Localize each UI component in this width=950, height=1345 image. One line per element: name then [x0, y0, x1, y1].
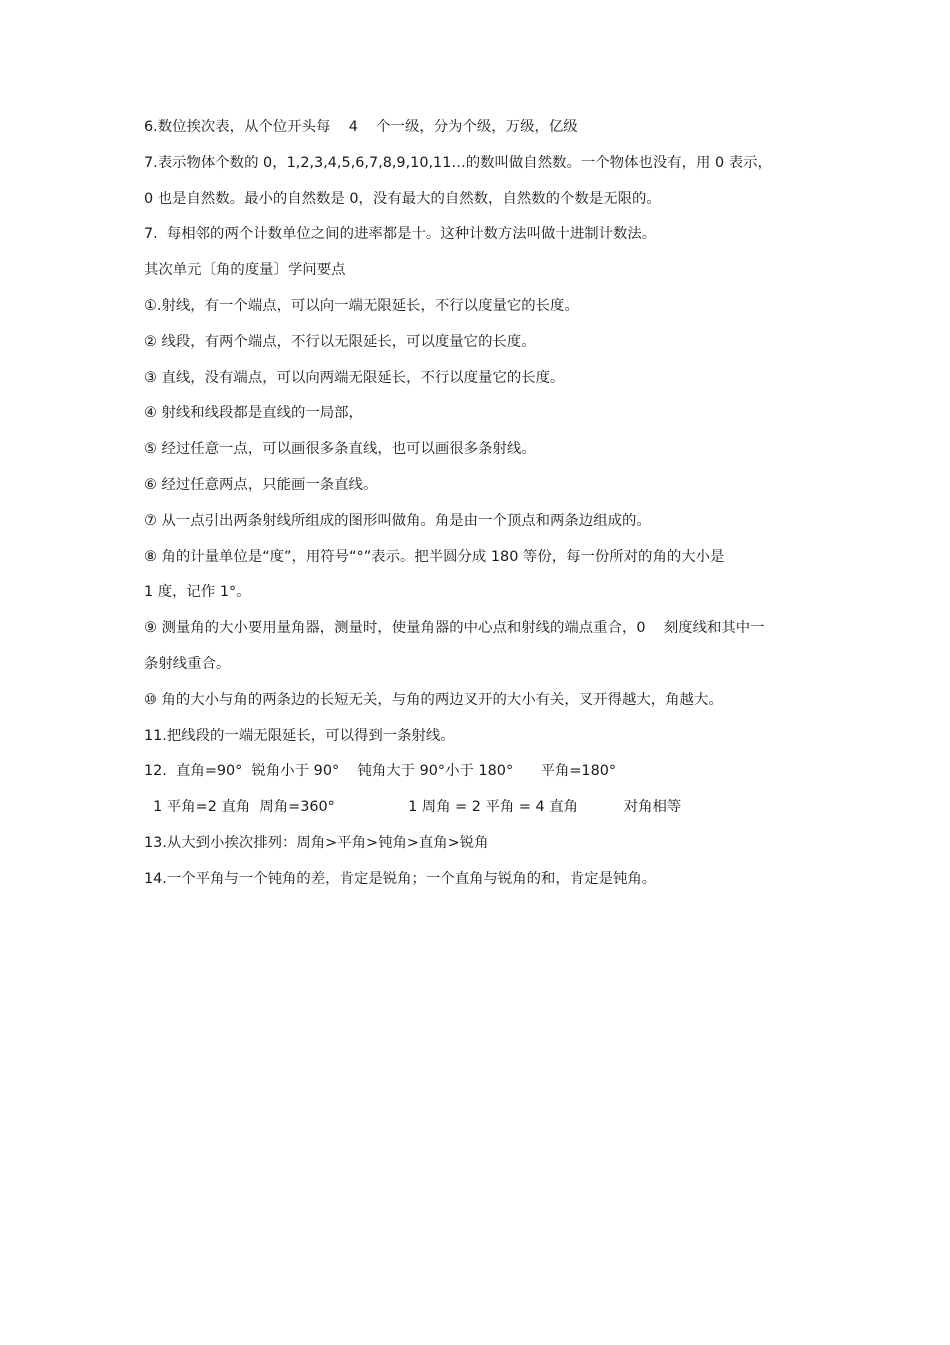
text-line: ⑧ 角的计量单位是“度”，用符号“°”表示。把半圆分成 180 等份，每一份所对的角的大小是 — [144, 548, 725, 565]
document-body — [144, 110, 824, 898]
text-line: ①.射线，有一个端点，可以向一端无限延长，不行以度量它的长度。 — [144, 297, 579, 314]
text-line: ③ 直线，没有端点，可以向两端无限延长，不行以度量它的长度。 — [144, 369, 565, 386]
text-line: 条射线重合。 — [144, 655, 231, 672]
text-line: 6.数位挨次表，从个位开头每 4 个一级，分为个级，万级，亿级 — [144, 119, 578, 135]
text-line: ⑩ 角的大小与角的两条边的长短无关，与角的两边叉开的大小有关，叉开得越大，角越大。 — [144, 691, 723, 708]
text-line: 13.从大到小挨次排列：周角>平角>钝角>直角>锐角 — [144, 834, 489, 851]
text-line: ④ 射线和线段都是直线的一局部， — [144, 405, 363, 422]
section-heading: 其次单元〔角的度量〕学问要点 — [144, 262, 346, 279]
text-line: 12. 直角=90° 锐角小于 90° 钝角大于 90°小于 180° 平角=180° — [144, 763, 617, 780]
text-line: ⑥ 经过任意两点，只能画一条直线。 — [144, 476, 378, 493]
text-line: ⑨ 测量角的大小要用量角器，测量时，使量角器的中心点和射线的端点重合，0 刻度线和其中一 — [144, 620, 765, 637]
text-line: ② 线段，有两个端点，不行以无限延长，可以度量它的长度。 — [144, 333, 536, 350]
text-line: 7.表示物体个数的 0，1,2,3,4,5,6,7,8,9,10,11…的数叫做自然数。一个物体也没有，用 0 表示， — [144, 154, 772, 171]
text-line: 11.把线段的一端无限延长，可以得到一条射线。 — [144, 727, 455, 744]
text-line: 1 度，记作 1°。 — [144, 584, 251, 601]
text-line: 14.一个平角与一个钝角的差，肯定是锐角；一个直角与锐角的和，肯定是钝角。 — [144, 870, 657, 887]
text-line: ⑤ 经过任意一点，可以画很多条直线，也可以画很多条射线。 — [144, 441, 536, 458]
text-line: 7. 每相邻的两个计数单位之间的进率都是十。这种计数方法叫做十进制计数法。 — [144, 226, 657, 243]
text-line: 0 也是自然数。最小的自然数是 0，没有最大的自然数，自然数的个数是无限的。 — [144, 190, 661, 207]
text-line: 1 平角=2 直角 周角=360° 1 周角 = 2 平角 = 4 直角 对角相等 — [144, 799, 682, 816]
text-line: ⑦ 从一点引出两条射线所组成的图形叫做角。角是由一个顶点和两条边组成的。 — [144, 512, 651, 529]
